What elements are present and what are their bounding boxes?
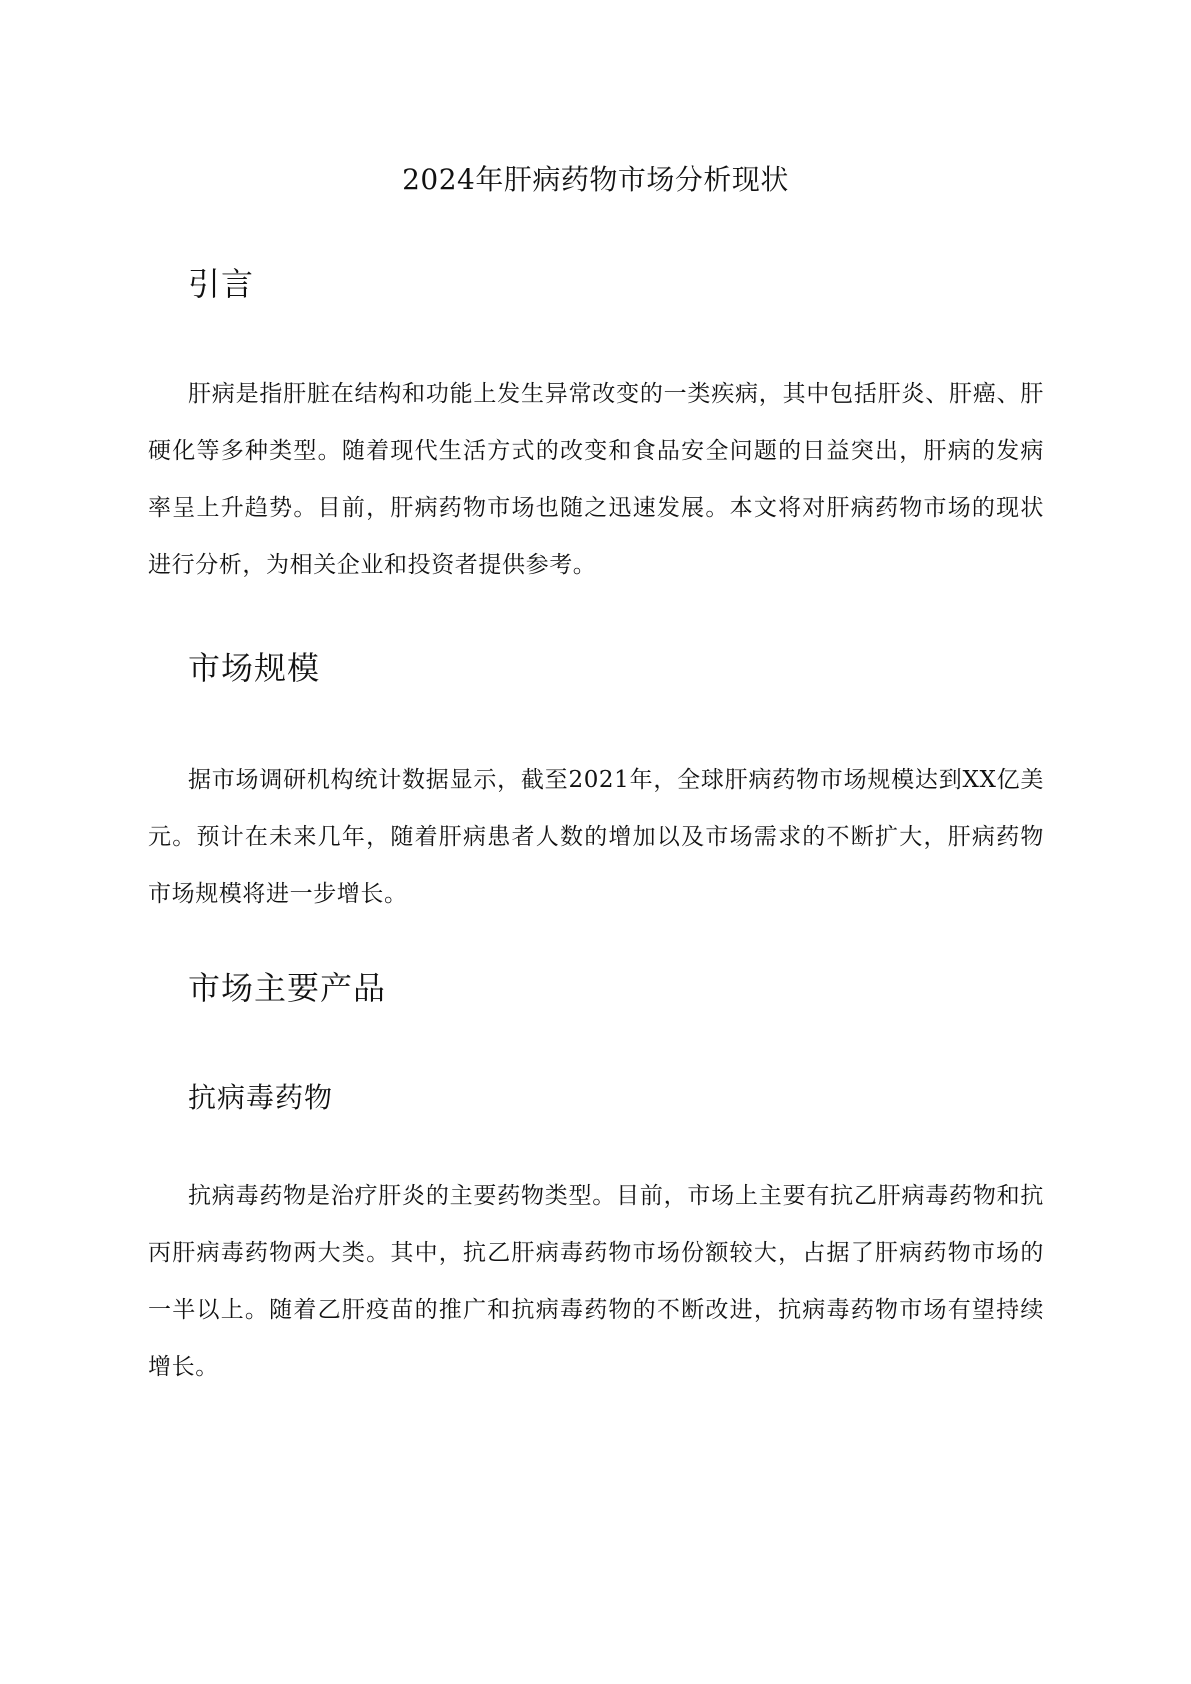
document-title: 2024年肝病药物市场分析现状 [402, 163, 789, 196]
section-heading-market-size: 市场规模 [188, 649, 321, 687]
subsection-heading-antiviral-drugs: 抗病毒药物 [188, 1081, 334, 1114]
section-heading-introduction: 引言 [188, 265, 255, 303]
antiviral-drugs-paragraph: 抗病毒药物是治疗肝炎的主要药物类型。目前，市场上主要有抗乙肝病毒药物和抗丙肝病毒药物两大类。其中，抗乙肝病毒药物市场份额较大，占据了肝病药物市场的一半以上。随着乙肝疫苗的推广和抗病毒药物的不断改进，抗病毒药物市场有望持续增长。 [148, 1183, 1044, 1380]
introduction-paragraph: 肝病是指肝脏在结构和功能上发生异常改变的一类疾病，其中包括肝炎、肝癌、肝硬化等多种类型。随着现代生活方式的改变和食品安全问题的日益突出，肝病的发病率呈上升趋势。目前，肝病药物市场也随之迅速发展。本文将对肝病药物市场的现状进行分析，为相关企业和投资者提供参考。 [148, 381, 1044, 578]
section-heading-main-products: 市场主要产品 [188, 969, 387, 1007]
market-size-paragraph: 据市场调研机构统计数据显示，截至2021年，全球肝病药物市场规模达到XX亿美元。预计在未来几年，随着肝病患者人数的增加以及市场需求的不断扩大，肝病药物市场规模将进一步增长。 [148, 767, 1044, 907]
